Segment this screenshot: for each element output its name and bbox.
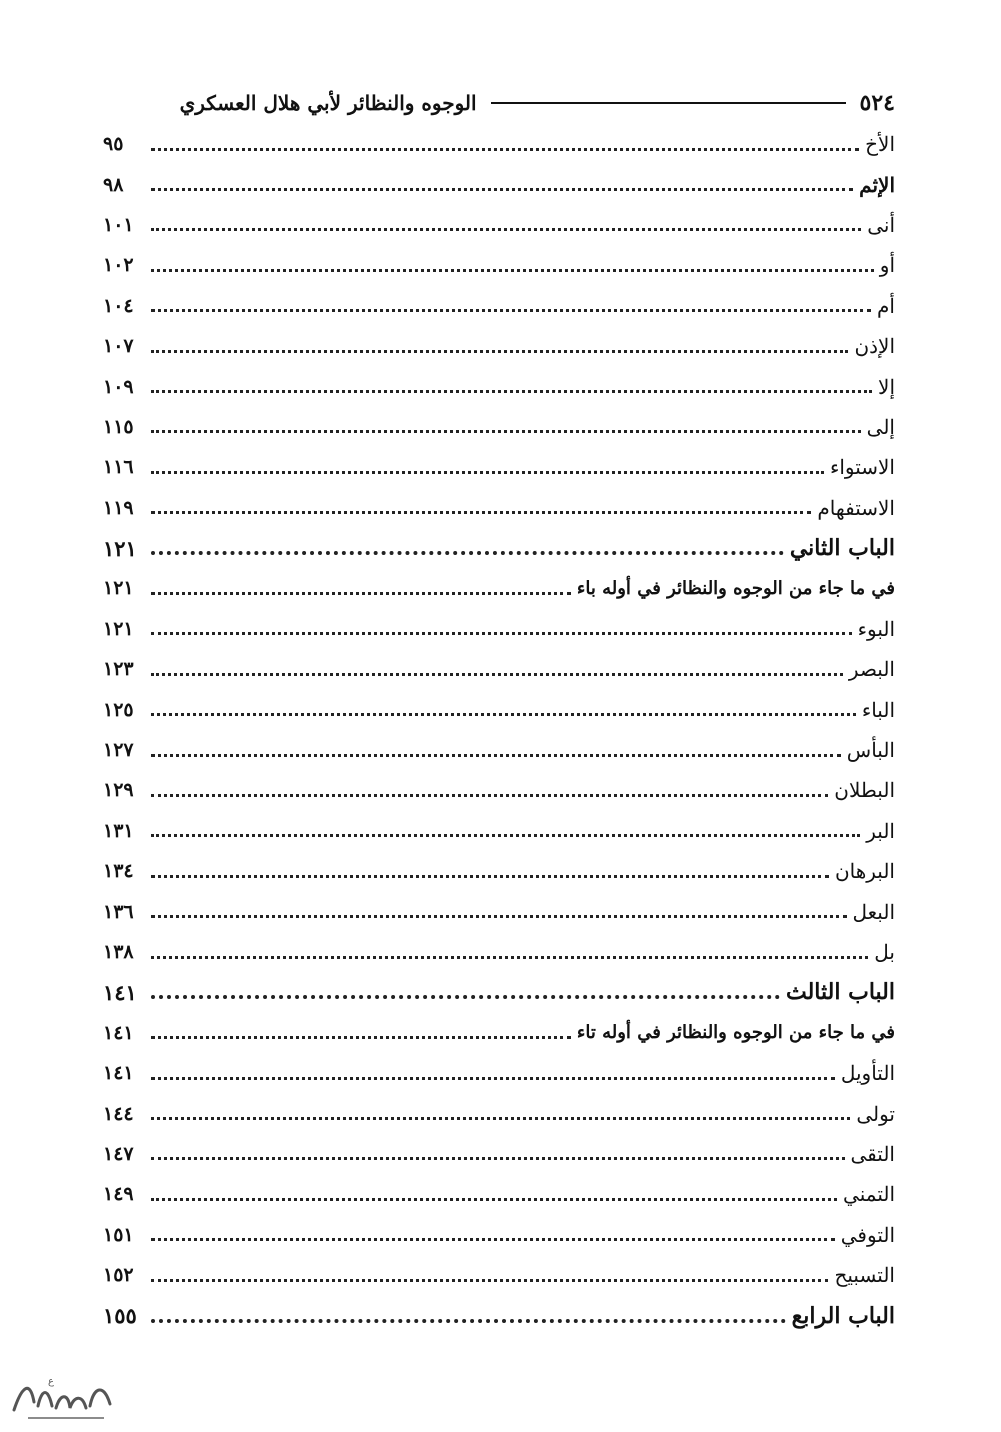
dot-leader [151, 995, 780, 999]
table-of-contents [103, 124, 895, 1336]
dot-leader [151, 350, 848, 353]
toc-entry-page: ٩٥ [103, 133, 124, 156]
toc-entry-page: ١٢٥ [103, 698, 134, 721]
toc-entry-title: أو [879, 253, 895, 278]
dot-leader [151, 1238, 835, 1241]
toc-entry-page: ١٢١ [103, 577, 134, 600]
toc-entry-page: ١٣٦ [103, 900, 134, 923]
toc-entry-page: ١٥٥ [103, 1303, 137, 1329]
toc-entry-page: ١٤٤ [103, 1102, 134, 1125]
dot-leader [151, 592, 571, 595]
toc-entry-page: ١٤١ [103, 1062, 134, 1085]
dot-leader [151, 551, 784, 555]
toc-entry [103, 1093, 895, 1133]
toc-entry [103, 649, 895, 689]
dot-leader [151, 148, 859, 151]
dot-leader [151, 269, 874, 272]
dot-leader [151, 875, 829, 878]
dot-leader [151, 228, 861, 231]
toc-entry-page: ١٤١ [103, 979, 137, 1005]
toc-entry-title: إلا [878, 374, 895, 399]
toc-entry-title: الأخ [865, 132, 895, 157]
toc-chapter [103, 1295, 895, 1335]
dot-leader [151, 1077, 835, 1080]
toc-entry [103, 124, 895, 164]
dot-leader [151, 713, 856, 716]
toc-entry-title: بل [874, 940, 895, 964]
dot-leader [151, 915, 847, 918]
dot-leader [151, 794, 828, 797]
toc-entry-page: ١١٥ [103, 415, 134, 438]
dot-leader [151, 754, 841, 757]
toc-entry [103, 770, 895, 810]
toc-entry-page: ١٤٧ [103, 1142, 134, 1165]
dot-leader [151, 430, 861, 433]
dot-leader [151, 1036, 571, 1039]
dot-leader [151, 834, 860, 837]
toc-entry-page: ١٤١ [103, 1021, 134, 1044]
toc-entry [103, 811, 895, 851]
running-title: الوجوه والنظائر لأبي هلال العسكري [179, 91, 477, 115]
toc-chapter [103, 972, 895, 1012]
toc-entry-page: ١٢٩ [103, 779, 134, 802]
toc-entry [103, 447, 895, 487]
toc-entry-title: البعل [852, 899, 895, 924]
toc-entry-title: الإثم [859, 172, 895, 197]
toc-entry-title: في ما جاء من الوجوه والنظائر في أوله تاء [576, 1022, 895, 1044]
toc-entry-title: التأويل [840, 1061, 895, 1086]
toc-entry-title: الباب الرابع [791, 1302, 895, 1329]
toc-entry-title: البصر [848, 657, 895, 682]
toc-entry-page: ١٠١ [103, 213, 134, 236]
toc-entry-page: ١٢١ [103, 535, 137, 561]
dot-leader [151, 188, 853, 191]
toc-entry [103, 1134, 895, 1174]
toc-entry-title: إلى [866, 414, 895, 439]
header-rule [491, 102, 846, 104]
toc-entry-title: أم [877, 293, 895, 318]
toc-section [103, 1013, 895, 1053]
toc-entry-title: الباء [861, 697, 895, 722]
toc-entry-page: ١٢١ [103, 617, 134, 640]
toc-entry-title: البطلان [834, 778, 895, 803]
toc-entry-page: ١٢٧ [103, 739, 134, 762]
toc-entry [103, 730, 895, 770]
toc-entry-title: البوء [857, 616, 895, 641]
dot-leader [151, 673, 843, 676]
toc-entry-page: ١٠٤ [103, 294, 134, 317]
toc-entry [103, 245, 895, 285]
toc-entry [103, 1174, 895, 1214]
toc-entry [103, 1215, 895, 1255]
toc-entry [103, 891, 895, 931]
toc-entry-page: ١٥٢ [103, 1264, 134, 1287]
page-number: ٥٢٤ [859, 90, 895, 116]
dot-leader [151, 390, 872, 393]
dot-leader [151, 1117, 850, 1120]
dot-leader [151, 1319, 786, 1323]
toc-entry-page: ١٠٩ [103, 375, 134, 398]
toc-entry-title: التقى [850, 1141, 895, 1166]
toc-entry-title: البر [866, 818, 895, 843]
toc-entry-page: ١٣٨ [103, 941, 134, 963]
toc-entry-title: الإذن [854, 334, 895, 359]
toc-entry-title: الاستفهام [817, 495, 895, 520]
toc-entry-title: في ما جاء من الوجوه والنظائر في أوله باء [576, 577, 895, 599]
toc-entry-title: الباب الثاني [789, 535, 895, 562]
toc-chapter [103, 528, 895, 568]
toc-entry-page: ١٥١ [103, 1223, 134, 1246]
toc-entry [103, 366, 895, 406]
page-header [103, 88, 895, 118]
dot-leader [151, 1198, 837, 1201]
toc-entry-title: التوفي [840, 1222, 895, 1247]
dot-leader [151, 511, 811, 514]
dot-leader [151, 471, 824, 474]
toc-entry-title: أنى [867, 212, 895, 237]
dot-leader [151, 1157, 845, 1160]
toc-entry [103, 689, 895, 729]
toc-section [103, 568, 895, 608]
toc-entry-page: ١١٩ [103, 496, 134, 519]
dot-leader [151, 956, 868, 959]
toc-entry-page: ٩٨ [103, 173, 124, 196]
toc-entry-page: ١٣١ [103, 819, 134, 842]
toc-entry-title: تولى [856, 1101, 895, 1126]
toc-entry [103, 164, 895, 204]
toc-entry-page: ١٠٢ [103, 254, 134, 277]
toc-entry [103, 326, 895, 366]
toc-entry [103, 1053, 895, 1093]
toc-entry-page: ١١٦ [103, 456, 134, 479]
toc-entry-page: ١٢٣ [103, 658, 134, 681]
toc-entry-title: الباب الثالث [786, 979, 895, 1006]
svg-text:ع: ع [48, 1376, 54, 1387]
toc-entry [103, 407, 895, 447]
toc-entry [103, 205, 895, 245]
toc-entry-title: البأس [846, 738, 895, 763]
toc-entry-title: الاستواء [829, 455, 895, 480]
toc-entry-title: التمني [843, 1182, 895, 1207]
toc-entry-title: التسبيح [834, 1263, 895, 1288]
toc-entry-page: ١٠٧ [103, 335, 134, 358]
toc-entry-page: ١٤٩ [103, 1183, 134, 1206]
dot-leader [151, 309, 871, 312]
toc-entry-page: ١٣٤ [103, 860, 134, 883]
toc-entry [103, 851, 895, 891]
watermark-logo [8, 1366, 118, 1426]
toc-entry [103, 488, 895, 528]
dot-leader [151, 1279, 828, 1282]
toc-entry [103, 1255, 895, 1295]
toc-entry [103, 286, 895, 326]
toc-entry [103, 609, 895, 649]
toc-entry [103, 932, 895, 972]
toc-entry-title: البرهان [834, 859, 895, 884]
dot-leader [151, 632, 852, 635]
